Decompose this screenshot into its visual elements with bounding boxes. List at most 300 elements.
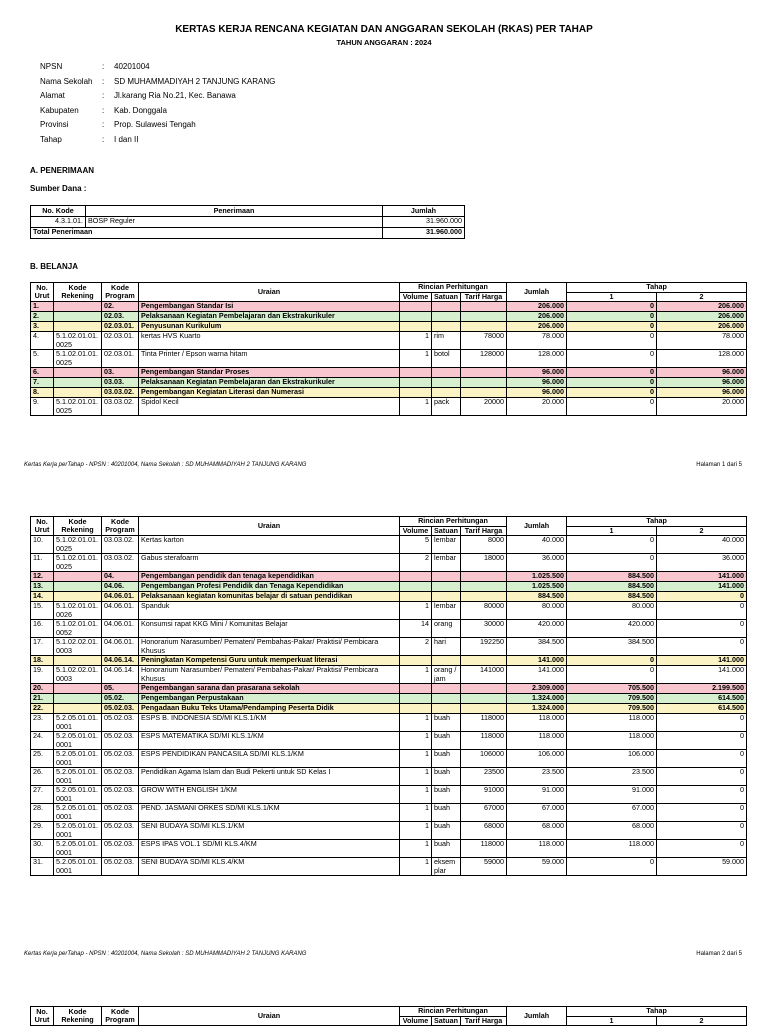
document-title: KERTAS KERJA RENCANA KEGIATAN DAN ANGGARAN SEKOLAH (RKAS) PER TAHAP	[175, 24, 593, 35]
info-colon: :	[102, 91, 105, 100]
cell-volume: 1	[400, 398, 432, 416]
cell-kode-program: 04.06.	[102, 582, 139, 592]
cell-tahap-1: 384.500	[567, 638, 657, 656]
cell-volume: 2	[400, 638, 432, 656]
cell-volume: 1	[400, 732, 432, 750]
cell-jumlah: 78.000	[507, 332, 567, 350]
table-row	[31, 750, 747, 768]
cell-volume: 2	[400, 554, 432, 572]
cell-volume: 1	[400, 840, 432, 858]
cell-tarif: 192250	[461, 638, 507, 656]
cell-satuan: buah	[432, 768, 461, 786]
cell-kode-program: 03.03.	[102, 378, 139, 388]
cell-tahap-1: 67.000	[567, 804, 657, 822]
footer-page-number: Halaman 2 dari 5	[696, 951, 742, 957]
cell-kode-rekening	[54, 684, 102, 694]
cell-jumlah: 23.500	[507, 768, 567, 786]
cell-jumlah: 40.000	[507, 536, 567, 554]
cell-no-urut: 13.	[31, 582, 54, 592]
cell-tahap-1: 80.000	[567, 602, 657, 620]
cell-kode-rekening: 5.2.05.01.01.0001	[54, 732, 102, 750]
cell-kode-program: 04.06.01.	[102, 638, 139, 656]
info-colon: :	[102, 120, 105, 129]
cell-tahap-1: 0	[567, 858, 657, 876]
total-value: 31.960.000	[383, 228, 465, 239]
cell-tahap-2: 36.000	[657, 554, 747, 572]
cell-jumlah: 384.500	[507, 638, 567, 656]
info-key: Nama Sekolah	[40, 76, 93, 86]
cell-kode-program: 04.06.14.	[102, 656, 139, 666]
header-kode-program: Kode Program	[102, 283, 139, 302]
header-tahap-1: 1	[567, 526, 657, 536]
cell-tahap-1: 884.500	[567, 572, 657, 582]
cell-kode-program: 02.03.01.	[102, 332, 139, 350]
cell-jumlah: 420.000	[507, 620, 567, 638]
table-row	[31, 332, 747, 350]
penerimaan-nama: BOSP Reguler	[86, 217, 383, 228]
cell-no-urut: 24.	[31, 732, 54, 750]
header-volume: Volume	[400, 526, 432, 536]
cell-tahap-1: 420.000	[567, 620, 657, 638]
cell-tarif: 91000	[461, 786, 507, 804]
header-kode-rekening: Kode Rekening	[54, 1007, 102, 1026]
cell-jumlah: 1.324.000	[507, 694, 567, 704]
cell-tarif	[461, 704, 507, 714]
cell-satuan: botol	[432, 350, 461, 368]
cell-no-urut: 9.	[31, 398, 54, 416]
cell-tahap-2: 96.000	[657, 368, 747, 378]
info-key: Kabupaten	[40, 105, 79, 115]
cell-kode-program: 05.02.03.	[102, 768, 139, 786]
cell-tahap-2: 0	[657, 620, 747, 638]
cell-tarif: 78000	[461, 332, 507, 350]
table-row	[31, 217, 465, 228]
cell-jumlah: 2.309.000	[507, 684, 567, 694]
cell-satuan: hari	[432, 638, 461, 656]
cell-kode-program: 05.02.03.	[102, 732, 139, 750]
cell-satuan	[432, 582, 461, 592]
table-row	[31, 638, 747, 656]
cell-kode-program: 05.02.03.	[102, 714, 139, 732]
table-row	[31, 684, 747, 694]
cell-satuan: lembar	[432, 602, 461, 620]
cell-kode-rekening: 5.2.05.01.01.0001	[54, 786, 102, 804]
cell-kode-program: 05.02.03.	[102, 822, 139, 840]
cell-tarif: 141000	[461, 666, 507, 684]
cell-tarif	[461, 302, 507, 312]
sumber-dana-label: Sumber Dana :	[30, 184, 87, 193]
cell-satuan: buah	[432, 804, 461, 822]
cell-satuan	[432, 704, 461, 714]
cell-jumlah: 96.000	[507, 378, 567, 388]
cell-kode-program: 03.03.02.	[102, 536, 139, 554]
header-tahap: Tahap	[567, 283, 747, 293]
cell-uraian: Honorarium Narasumber/ Pemateri/ Pembahas-Pakar/ Praktisi/ Pembicara Khusus	[139, 666, 400, 684]
footer-left: Kertas Kerja perTahap - NPSN : 40201004, Nama Sekolah : SD MUHAMMADIYAH 2 TANJUNG KARANG	[24, 951, 307, 957]
cell-kode-rekening: 5.1.02.01.01.0025	[54, 332, 102, 350]
cell-kode-rekening	[54, 582, 102, 592]
footer-page-number: Halaman 1 dari 5	[696, 462, 742, 468]
table-row	[31, 322, 747, 332]
penerimaan-jumlah: 31.960.000	[383, 217, 465, 228]
cell-no-urut: 10.	[31, 536, 54, 554]
cell-volume	[400, 684, 432, 694]
table-row	[31, 602, 747, 620]
cell-tahap-2: 40.000	[657, 536, 747, 554]
cell-satuan: rim	[432, 332, 461, 350]
table-row	[31, 804, 747, 822]
cell-kode-program: 04.06.01.	[102, 602, 139, 620]
cell-volume: 14	[400, 620, 432, 638]
cell-kode-program: 03.03.02.	[102, 398, 139, 416]
cell-uraian: Honorarium Narasumber/ Pemateri/ Pembahas-Pakar/ Praktisi/ Pembicara Khusus	[139, 638, 400, 656]
cell-no-urut: 23.	[31, 714, 54, 732]
cell-volume: 1	[400, 768, 432, 786]
cell-uraian: ESPS IPAS VOL.1 SD/MI KLS.4/KM	[139, 840, 400, 858]
cell-kode-rekening	[54, 572, 102, 582]
cell-satuan: buah	[432, 732, 461, 750]
cell-no-urut: 20.	[31, 684, 54, 694]
cell-jumlah: 20.000	[507, 398, 567, 416]
cell-satuan	[432, 312, 461, 322]
info-value: Kab. Donggala	[114, 105, 167, 115]
header-no-urut: No. Urut	[31, 1007, 54, 1026]
info-key: Provinsi	[40, 120, 69, 129]
cell-tarif: 80000	[461, 602, 507, 620]
cell-tahap-2: 614.500	[657, 694, 747, 704]
info-row	[40, 77, 275, 92]
table-row	[31, 656, 747, 666]
cell-volume: 1	[400, 666, 432, 684]
cell-kode-program: 05.02.03.	[102, 786, 139, 804]
cell-kode-program: 05.	[102, 684, 139, 694]
cell-volume	[400, 368, 432, 378]
cell-tahap-1: 0	[567, 388, 657, 398]
cell-tahap-1: 705.500	[567, 684, 657, 694]
cell-kode-program: 02.	[102, 302, 139, 312]
header-satuan: Satuan	[432, 292, 461, 302]
cell-volume	[400, 322, 432, 332]
cell-kode-rekening: 5.2.05.01.01.0001	[54, 822, 102, 840]
info-row	[40, 135, 275, 150]
cell-kode-program: 05.02.03.	[102, 858, 139, 876]
cell-tahap-2: 206.000	[657, 322, 747, 332]
info-row	[40, 91, 275, 106]
cell-satuan: buah	[432, 750, 461, 768]
cell-no-urut: 14.	[31, 592, 54, 602]
cell-kode-rekening	[54, 302, 102, 312]
cell-tahap-2: 78.000	[657, 332, 747, 350]
cell-satuan: buah	[432, 822, 461, 840]
cell-tarif: 20000	[461, 398, 507, 416]
cell-tarif	[461, 592, 507, 602]
cell-uraian: ESPS MATEMATIKA SD/MI KLS.1/KM	[139, 732, 400, 750]
header-penerimaan: Penerimaan	[86, 206, 383, 217]
cell-no-urut: 17.	[31, 638, 54, 656]
cell-kode-program: 03.03.02.	[102, 554, 139, 572]
cell-kode-program: 03.	[102, 368, 139, 378]
cell-no-urut: 2.	[31, 312, 54, 322]
cell-tarif	[461, 322, 507, 332]
cell-uraian: ESPS PENDIDIKAN PANCASILA SD/MI KLS.1/KM	[139, 750, 400, 768]
table-row	[31, 312, 747, 322]
header-tahap-2: 2	[657, 292, 747, 302]
table-row	[31, 554, 747, 572]
header-no-urut: No. Urut	[31, 283, 54, 302]
cell-volume: 1	[400, 804, 432, 822]
cell-volume: 1	[400, 602, 432, 620]
cell-satuan: lembar	[432, 536, 461, 554]
header-no-kode: No. Kode	[31, 206, 86, 217]
cell-uraian: kertas HVS Kuarto	[139, 332, 400, 350]
table-row	[31, 694, 747, 704]
cell-tahap-2: 141.000	[657, 656, 747, 666]
info-key: Tahap	[40, 134, 62, 144]
cell-kode-rekening	[54, 378, 102, 388]
penerimaan-table	[30, 205, 465, 239]
cell-tahap-1: 118.000	[567, 840, 657, 858]
cell-uraian: Pengembangan Perpustakaan	[139, 694, 400, 704]
header-tahap: Tahap	[567, 517, 747, 527]
header-tahap-2: 2	[657, 1016, 747, 1026]
belanja-table-page-1	[30, 282, 747, 416]
cell-volume: 5	[400, 536, 432, 554]
table-row	[31, 822, 747, 840]
cell-tahap-1: 0	[567, 312, 657, 322]
header-rincian: Rincian Perhitungan	[400, 517, 507, 527]
page-footer-2	[24, 951, 742, 957]
cell-tarif	[461, 312, 507, 322]
cell-tahap-2: 0	[657, 768, 747, 786]
cell-uraian: Kertas karton	[139, 536, 400, 554]
cell-kode-rekening	[54, 592, 102, 602]
header-satuan: Satuan	[432, 526, 461, 536]
cell-no-urut: 4.	[31, 332, 54, 350]
cell-jumlah: 91.000	[507, 786, 567, 804]
cell-tahap-2: 0	[657, 822, 747, 840]
cell-satuan	[432, 302, 461, 312]
cell-volume: 1	[400, 822, 432, 840]
cell-kode-rekening	[54, 656, 102, 666]
section-belanja-heading: B. BELANJA	[30, 262, 79, 271]
cell-volume	[400, 378, 432, 388]
cell-no-urut: 3.	[31, 322, 54, 332]
cell-satuan: buah	[432, 786, 461, 804]
cell-satuan: buah	[432, 714, 461, 732]
cell-kode-rekening	[54, 368, 102, 378]
cell-tahap-1: 709.500	[567, 694, 657, 704]
header-no-urut: No. Urut	[31, 517, 54, 536]
cell-volume	[400, 302, 432, 312]
cell-tahap-2: 96.000	[657, 388, 747, 398]
cell-no-urut: 16.	[31, 620, 54, 638]
info-colon: :	[102, 76, 105, 86]
info-row	[40, 106, 275, 121]
cell-uraian: Gabus sterafoarm	[139, 554, 400, 572]
cell-kode-rekening: 5.1.02.01.01.0025	[54, 398, 102, 416]
cell-tarif: 23500	[461, 768, 507, 786]
cell-no-urut: 28.	[31, 804, 54, 822]
cell-volume: 1	[400, 786, 432, 804]
info-colon: :	[102, 62, 105, 71]
cell-tahap-1: 0	[567, 554, 657, 572]
header-jumlah: Jumlah	[507, 517, 567, 536]
cell-volume	[400, 592, 432, 602]
cell-kode-rekening: 5.2.05.01.01.0001	[54, 858, 102, 876]
cell-tarif: 106000	[461, 750, 507, 768]
cell-no-urut: 5.	[31, 350, 54, 368]
cell-uraian: Spidol Kecil	[139, 398, 400, 416]
cell-tahap-2: 141.000	[657, 572, 747, 582]
cell-no-urut: 18.	[31, 656, 54, 666]
cell-satuan: eksemplar	[432, 858, 461, 876]
footer-left: Kertas Kerja perTahap - NPSN : 40201004, Nama Sekolah : SD MUHAMMADIYAH 2 TANJUNG KARANG	[24, 462, 307, 468]
header-jumlah: Jumlah	[383, 206, 465, 217]
cell-satuan: pack	[432, 398, 461, 416]
cell-tahap-1: 884.500	[567, 582, 657, 592]
cell-kode-rekening	[54, 388, 102, 398]
cell-tahap-1: 0	[567, 322, 657, 332]
cell-tahap-2: 0	[657, 750, 747, 768]
cell-tahap-1: 0	[567, 656, 657, 666]
cell-uraian: Pengadaan Buku Teks Utama/Pendamping Peserta Didik	[139, 704, 400, 714]
cell-tarif: 67000	[461, 804, 507, 822]
header-kode-rekening: Kode Rekening	[54, 517, 102, 536]
cell-volume: 1	[400, 350, 432, 368]
cell-jumlah: 1.025.500	[507, 582, 567, 592]
cell-kode-rekening	[54, 322, 102, 332]
cell-volume: 1	[400, 750, 432, 768]
cell-tahap-1: 68.000	[567, 822, 657, 840]
cell-kode-rekening: 5.1.02.01.01.0052	[54, 620, 102, 638]
total-label: Total Penerimaan	[31, 228, 383, 239]
cell-jumlah: 884.500	[507, 592, 567, 602]
page-footer-1	[24, 462, 742, 468]
cell-tahap-2: 141.000	[657, 666, 747, 684]
header-uraian: Uraian	[139, 283, 400, 302]
cell-kode-rekening	[54, 312, 102, 322]
cell-tahap-2: 206.000	[657, 312, 747, 322]
cell-jumlah: 106.000	[507, 750, 567, 768]
total-row	[31, 228, 465, 239]
header-volume: Volume	[400, 1016, 432, 1026]
cell-kode-program: 05.02.03.	[102, 750, 139, 768]
cell-kode-program: 04.06.01.	[102, 592, 139, 602]
cell-jumlah: 141.000	[507, 656, 567, 666]
cell-tarif	[461, 368, 507, 378]
header-kode-rekening: Kode Rekening	[54, 283, 102, 302]
cell-uraian: ESPS B. INDONESIA SD/MI KLS.1/KM	[139, 714, 400, 732]
cell-uraian: Pengembangan Standar Proses	[139, 368, 400, 378]
cell-volume: 1	[400, 332, 432, 350]
cell-uraian: Pengembangan Profesi Pendidik dan Tenaga Kependidikan	[139, 582, 400, 592]
cell-tahap-1: 0	[567, 536, 657, 554]
cell-tarif: 128000	[461, 350, 507, 368]
cell-satuan	[432, 572, 461, 582]
cell-jumlah: 96.000	[507, 368, 567, 378]
cell-no-urut: 19.	[31, 666, 54, 684]
cell-tahap-1: 0	[567, 332, 657, 350]
cell-tahap-1: 118.000	[567, 732, 657, 750]
cell-volume: 1	[400, 858, 432, 876]
cell-kode-program: 04.	[102, 572, 139, 582]
info-value: I dan II	[114, 134, 139, 144]
cell-satuan	[432, 656, 461, 666]
cell-kode-rekening: 5.1.02.01.01.0026	[54, 602, 102, 620]
cell-uraian: Pengembangan Standar Isi	[139, 302, 400, 312]
cell-volume	[400, 572, 432, 582]
document-subtitle: TAHUN ANGGARAN : 2024	[336, 38, 432, 47]
table-row	[31, 592, 747, 602]
header-tarif: Tarif Harga	[461, 526, 507, 536]
cell-volume	[400, 388, 432, 398]
cell-tahap-2: 0	[657, 840, 747, 858]
header-tarif: Tarif Harga	[461, 1016, 507, 1026]
header-tahap: Tahap	[567, 1007, 747, 1017]
cell-tarif: 8000	[461, 536, 507, 554]
cell-jumlah: 128.000	[507, 350, 567, 368]
cell-satuan	[432, 322, 461, 332]
cell-kode-program: 04.06.01.	[102, 620, 139, 638]
cell-volume	[400, 312, 432, 322]
table-row	[31, 572, 747, 582]
cell-tarif	[461, 582, 507, 592]
cell-tarif	[461, 378, 507, 388]
table-row	[31, 620, 747, 638]
cell-no-urut: 30.	[31, 840, 54, 858]
cell-uraian: Penyusunan Kurikulum	[139, 322, 400, 332]
cell-tahap-1: 91.000	[567, 786, 657, 804]
cell-satuan	[432, 378, 461, 388]
table-row	[31, 398, 747, 416]
cell-tarif: 18000	[461, 554, 507, 572]
cell-satuan: lembar	[432, 554, 461, 572]
cell-uraian: Konsumsi rapat KKG Mini / Komunitas Belajar	[139, 620, 400, 638]
cell-tahap-2: 0	[657, 592, 747, 602]
table-row	[31, 840, 747, 858]
header-satuan: Satuan	[432, 1016, 461, 1026]
table-row	[31, 858, 747, 876]
header-kode-program: Kode Program	[102, 1007, 139, 1026]
cell-kode-program: 03.03.02.	[102, 388, 139, 398]
cell-jumlah: 67.000	[507, 804, 567, 822]
cell-kode-program: 05.02.	[102, 694, 139, 704]
cell-tahap-1: 106.000	[567, 750, 657, 768]
cell-tahap-1: 0	[567, 368, 657, 378]
cell-tahap-2: 0	[657, 804, 747, 822]
table-row	[31, 536, 747, 554]
table-row	[31, 368, 747, 378]
cell-no-urut: 22.	[31, 704, 54, 714]
cell-tahap-1: 118.000	[567, 714, 657, 732]
cell-jumlah: 206.000	[507, 302, 567, 312]
cell-kode-rekening: 5.2.05.01.01.0001	[54, 840, 102, 858]
cell-kode-rekening: 5.1.02.02.01.0003	[54, 638, 102, 656]
cell-kode-rekening: 5.2.05.01.01.0001	[54, 804, 102, 822]
cell-tahap-1: 709.500	[567, 704, 657, 714]
cell-uraian: PEND. JASMANI ORKES SD/MI KLS.1/KM	[139, 804, 400, 822]
cell-uraian: SENI BUDAYA SD/MI KLS.4/KM	[139, 858, 400, 876]
cell-uraian: Tinta Printer / Epson warna hitam	[139, 350, 400, 368]
belanja-table-page-3	[30, 1006, 747, 1026]
cell-uraian: Spanduk	[139, 602, 400, 620]
cell-tarif: 68000	[461, 822, 507, 840]
cell-satuan	[432, 368, 461, 378]
cell-kode-program: 05.02.03.	[102, 804, 139, 822]
table-row	[31, 666, 747, 684]
cell-tahap-2: 20.000	[657, 398, 747, 416]
cell-tahap-2: 0	[657, 638, 747, 656]
